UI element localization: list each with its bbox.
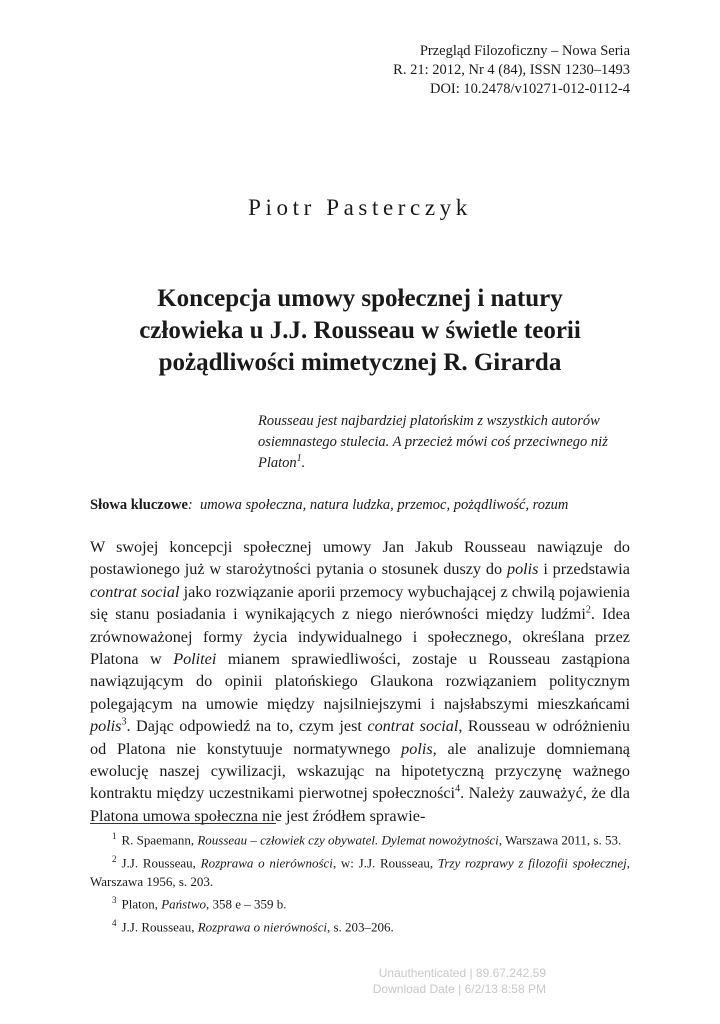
footnote-text: Platon, <box>121 896 162 912</box>
body-italic: contrat social <box>90 582 180 601</box>
journal-issue: R. 21: 2012, Nr 4 (84), ISSN 1230–1493 <box>393 62 630 78</box>
footnote-italic: Rozprawa o nierówności <box>197 919 327 935</box>
watermark-date: Download Date | 6/2/13 8:58 PM <box>372 982 546 996</box>
article-title <box>90 283 630 379</box>
body-text-run: . Należy zauważyć, że dla Platona umowa społeczna nie jest źródłem sprawie- <box>90 784 630 825</box>
footnote-text: , Warszawa 1956, s. 203. <box>90 855 630 889</box>
footnote-ref: 3 <box>121 716 127 728</box>
body-text-run: . Dając odpowiedź na to, czym jest <box>126 717 368 736</box>
footnote-text: J.J. Rousseau, <box>121 919 198 935</box>
epigraph-end: . <box>301 455 306 471</box>
footnote-2 <box>90 850 630 891</box>
body-italic: contrat social <box>367 717 459 736</box>
footnotes <box>90 827 630 937</box>
body-text-run: , Rousseau w odróżnieniu od Platona nie konstytuuje normatywnego <box>90 717 631 758</box>
journal-header <box>393 42 630 99</box>
footnote-number: 1 <box>112 831 117 841</box>
body-text-run: . Idea zrównoważonej formy życia indywidualnego i społecznego, określana przez Platona w <box>90 605 631 669</box>
body-italic: polis <box>506 560 539 579</box>
keywords <box>90 495 630 516</box>
footnote-ref: 1 <box>296 453 302 465</box>
footnote-text: , 358 e – 359 b. <box>206 896 287 912</box>
footnote-text: , Warszawa 2011, s. 53. <box>498 832 622 848</box>
keywords-list: umowa społeczna, natura ludzka, przemoc, pożądliwość, rozum <box>199 497 569 513</box>
body-italic: polis <box>90 717 122 736</box>
title-line-1: Koncepcja umowy społecznej i natury <box>157 285 563 312</box>
footnote-ref: 2 <box>585 604 591 616</box>
body-text-run: jako rozwiązanie aporii przemocy wybuchającej z chwilą pojawienia się stanu posiadania i wynikających z niego nierówności między ludźmi <box>90 582 630 624</box>
keywords-colon: : <box>187 497 193 513</box>
author-name: Piotr Pasterczyk <box>248 195 472 220</box>
footnote-text: J.J. Rousseau, <box>121 855 201 871</box>
body-text-run: i przedstawia <box>538 560 630 579</box>
footnote-4 <box>90 914 630 937</box>
footnote-text: , w: J.J. Rousseau, <box>332 855 438 871</box>
epigraph <box>258 411 630 474</box>
title-line-3: pożądliwości mimetycznej R. Girarda <box>158 349 562 376</box>
footnote-1 <box>90 827 630 850</box>
download-watermark <box>373 965 546 997</box>
footnote-text: , s. 203–206. <box>327 919 394 935</box>
footnote-italic: Rozprawa o nierówności <box>200 855 333 871</box>
epigraph-text: Rousseau jest najbardziej platońskim z wszystkich autorów osiemnastego stulecia. A przecież mówi coś przeciwnego niż Platon <box>258 413 608 471</box>
body-italic: Politei <box>173 650 217 669</box>
footnote-text: R. Spaemann, <box>121 832 198 848</box>
footnote-number: 4 <box>112 917 117 928</box>
watermark-auth: Unauthenticated | 89.67.242.59 <box>378 966 546 980</box>
footnote-italic: Trzy rozprawy z filozofii społecznej <box>437 855 627 871</box>
body-text-run: , ale analizuje domniemaną ewolucję naszej cywilizacji, wskazując na hipotetyczną przyczynę ważnego kontraktu między uczestnikami pierwotnej społeczności <box>90 739 630 803</box>
title-line-2: człowieka u J.J. Rousseau w świetle teorii <box>139 317 581 344</box>
footnote-ref: 4 <box>455 784 461 796</box>
body-text-run: mianem sprawiedliwości, zostaje u Rousseau zastąpiona nawiązującym do opinii platońskiego Glaukona rozwiązaniem politycznym polegającym na umowie między najsilniejszymi i najsłabszymi mieszkańcami <box>90 650 630 713</box>
body-italic: polis <box>401 739 433 758</box>
footnote-italic: Rousseau – człowiek czy obywatel. Dylemat nowożytności <box>197 832 499 848</box>
footnote-number: 3 <box>112 895 117 906</box>
journal-name: Przegląd Filozoficzny – Nowa Seria <box>419 43 630 59</box>
body-paragraph <box>90 536 630 827</box>
footnote-divider <box>90 823 276 824</box>
body-text-run: W swojej koncepcji społecznej umowy Jan Jakub Rousseau nawiązuje do postawionego już w starożytności pytania o stosunek duszy do <box>90 538 630 579</box>
footnote-number: 2 <box>112 853 117 864</box>
keywords-label: Słowa kluczowe <box>90 497 188 513</box>
footnote-3 <box>90 891 630 914</box>
footnote-italic: Państwo <box>161 896 207 912</box>
journal-doi: DOI: 10.2478/v10271-012-0112-4 <box>429 81 630 97</box>
